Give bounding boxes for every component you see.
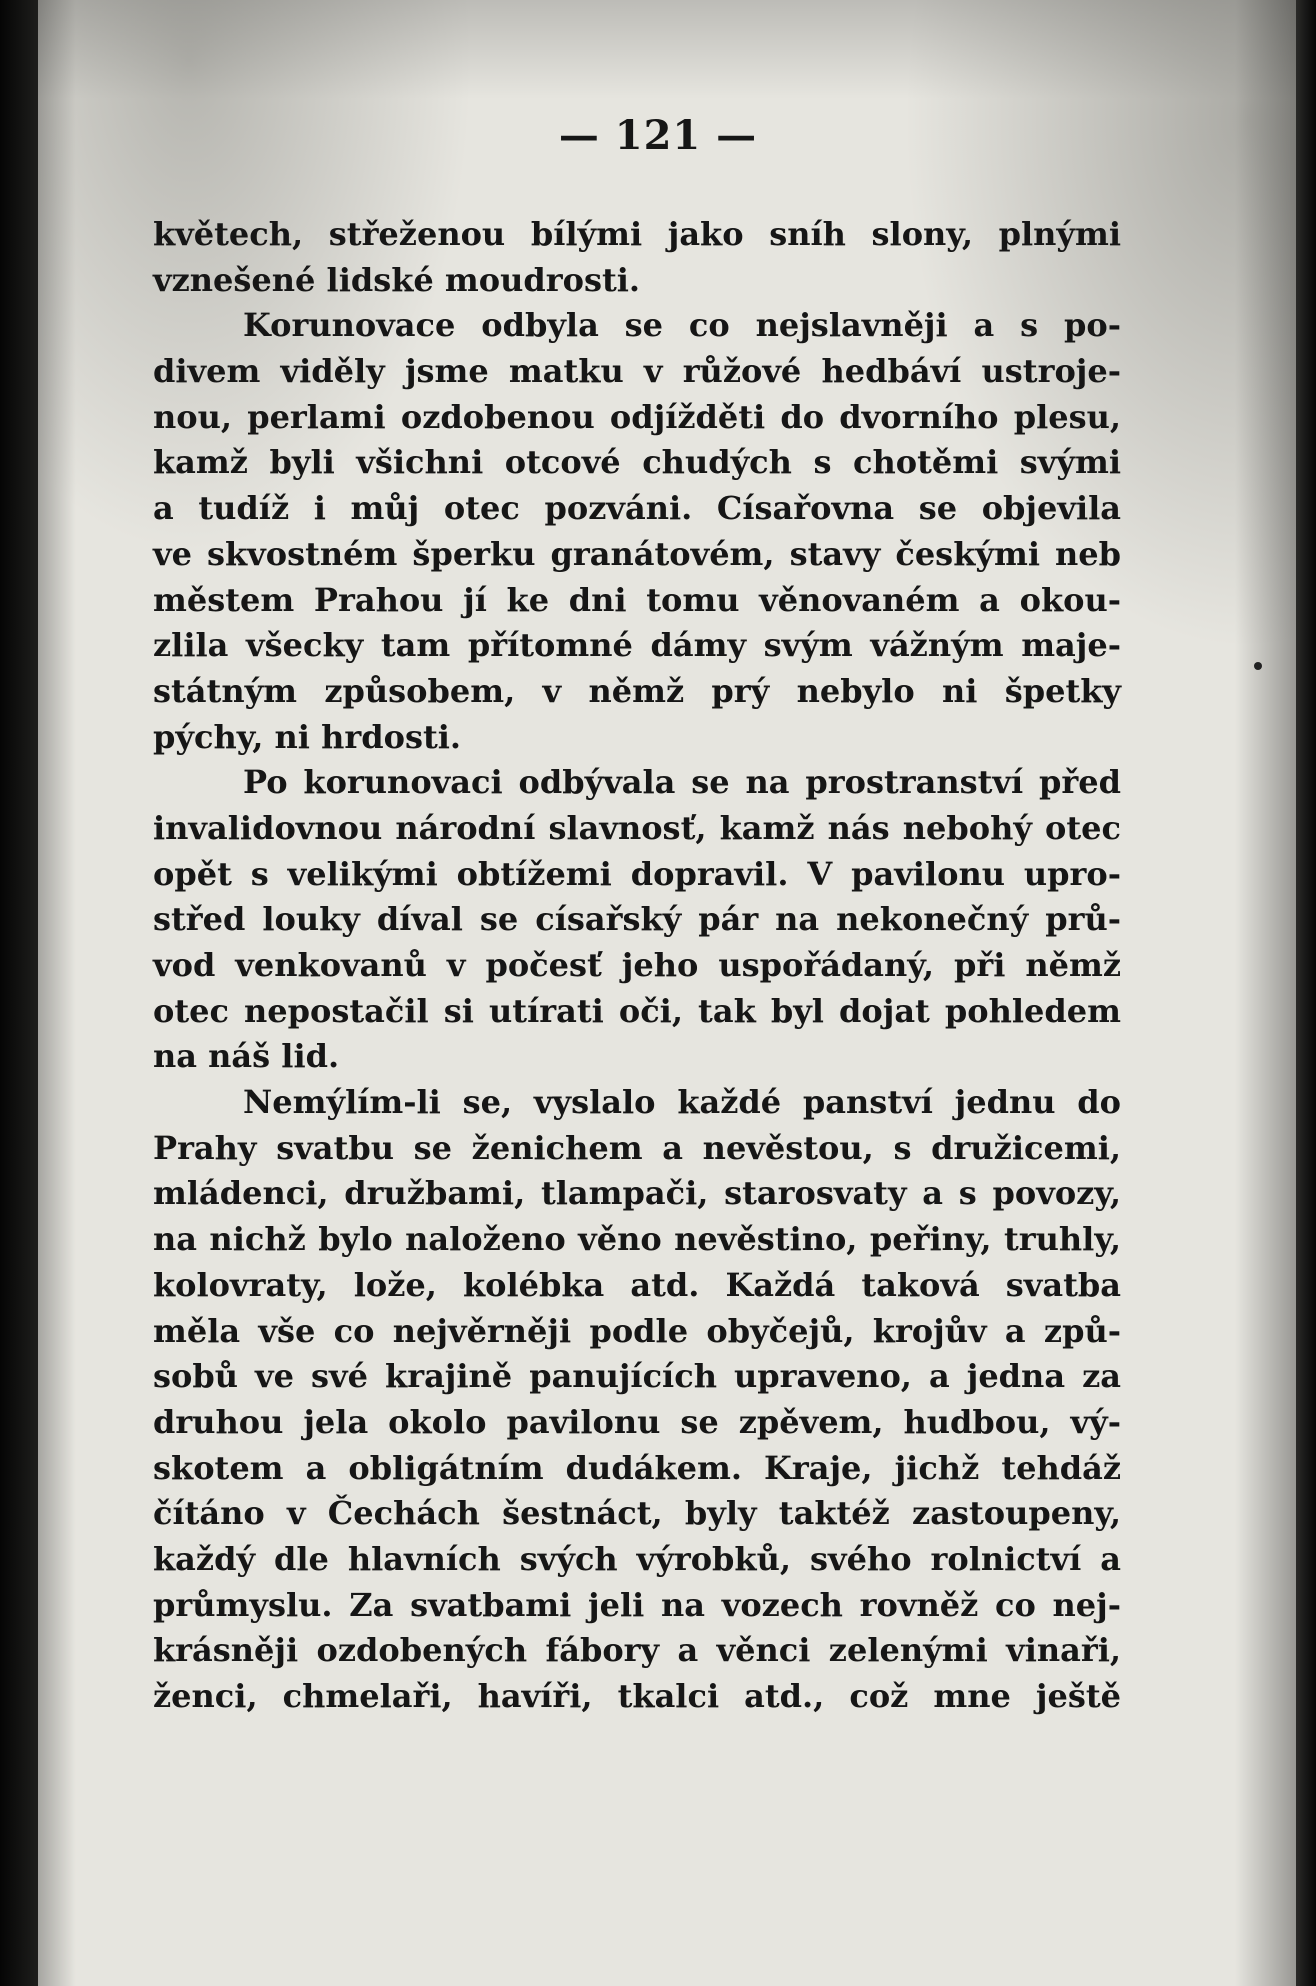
text-line: státným způsobem, v němž prý nebylo ni špetky bbox=[153, 671, 1121, 710]
text-line: průmyslu. Za svatbami jeli na vozech rovněž co nej- bbox=[153, 1585, 1121, 1624]
text-line: střed louky díval se císařský pár na nekonečný prů- bbox=[153, 900, 1121, 939]
text-line: skotem a obligátním dudákem. Kraje, jichž tehdáž bbox=[153, 1448, 1121, 1487]
text-line: divem viděly jsme matku v růžové hedbáví ustroje- bbox=[153, 352, 1121, 391]
text-line: měla vše co nejvěrněji podle obyčejů, krojův a způ- bbox=[153, 1311, 1121, 1350]
right-edge-shadow bbox=[1296, 0, 1316, 1986]
text-line: otec nepostačil si utírati oči, tak byl dojat pohledem bbox=[153, 991, 1121, 1030]
ink-speck bbox=[1254, 662, 1262, 670]
text-line: kamž byli všichni otcové chudých s chotěmi svými bbox=[153, 443, 1121, 482]
text-line: městem Prahou jí ke dni tomu věnovaném a okou- bbox=[153, 580, 1121, 619]
text-line: mládenci, družbami, tlampači, starosvaty a s povozy, bbox=[153, 1174, 1121, 1213]
text-line: nou, perlami ozdobenou odjížděti do dvorního plesu, bbox=[153, 397, 1121, 436]
text-line: Po korunovaci odbývala se na prostranství před bbox=[243, 763, 1121, 802]
text-line: na náš lid. bbox=[153, 1037, 340, 1076]
text-line: invalidovnou národní slavnosť, kamž nás nebohý otec bbox=[153, 808, 1121, 847]
left-binding-shadow bbox=[0, 0, 38, 1986]
text-line: každý dle hlavních svých výrobků, svého rolnictví a bbox=[153, 1539, 1121, 1578]
text-line: Korunovace odbyla se co nejslavněji a s po- bbox=[243, 306, 1121, 345]
text-line: krásněji ozdobených fábory a věnci zelenými vinaři, bbox=[153, 1631, 1121, 1670]
text-line: vod venkovanů v počesť jeho uspořádaný, při němž bbox=[153, 946, 1121, 984]
text-line: sobů ve své krajině panujících upraveno, a jedna za bbox=[153, 1357, 1121, 1396]
body-text bbox=[153, 212, 1121, 1720]
text-line: květech, střeženou bílými jako sníh slony, plnými bbox=[153, 215, 1121, 253]
text-line: opět s velikými obtížemi dopravil. V pavilonu upro- bbox=[153, 854, 1121, 893]
text-line: na nichž bylo naloženo věno nevěstino, peřiny, truhly, bbox=[153, 1220, 1121, 1259]
text-line: Prahy svatbu se ženichem a nevěstou, s družicemi, bbox=[153, 1128, 1121, 1167]
page-number: — 121 — bbox=[558, 112, 758, 159]
text-line: ve skvostném šperku granátovém, stavy českými neb bbox=[153, 534, 1121, 573]
text-line: kolovraty, lože, kolébka atd. Každá taková svatba bbox=[153, 1265, 1121, 1304]
text-line: pýchy, ni hrdosti. bbox=[153, 717, 462, 756]
text-line: a tudíž i můj otec pozváni. Císařovna se objevila bbox=[153, 489, 1121, 528]
text-line: zlila všecky tam přítomné dámy svým vážným maje- bbox=[153, 626, 1121, 665]
text-line: vznešené lidské moudrosti. bbox=[153, 260, 641, 299]
text-line: druhou jela okolo pavilonu se zpěvem, hudbou, vý- bbox=[153, 1402, 1121, 1441]
text-line: Nemýlím-li se, vyslalo každé panství jednu do bbox=[243, 1083, 1121, 1122]
text-line: čítáno v Čechách šestnáct, byly taktéž zastoupeny, bbox=[153, 1494, 1121, 1533]
text-line: ženci, chmelaři, havíři, tkalci atd., což mne ještě bbox=[153, 1677, 1121, 1715]
